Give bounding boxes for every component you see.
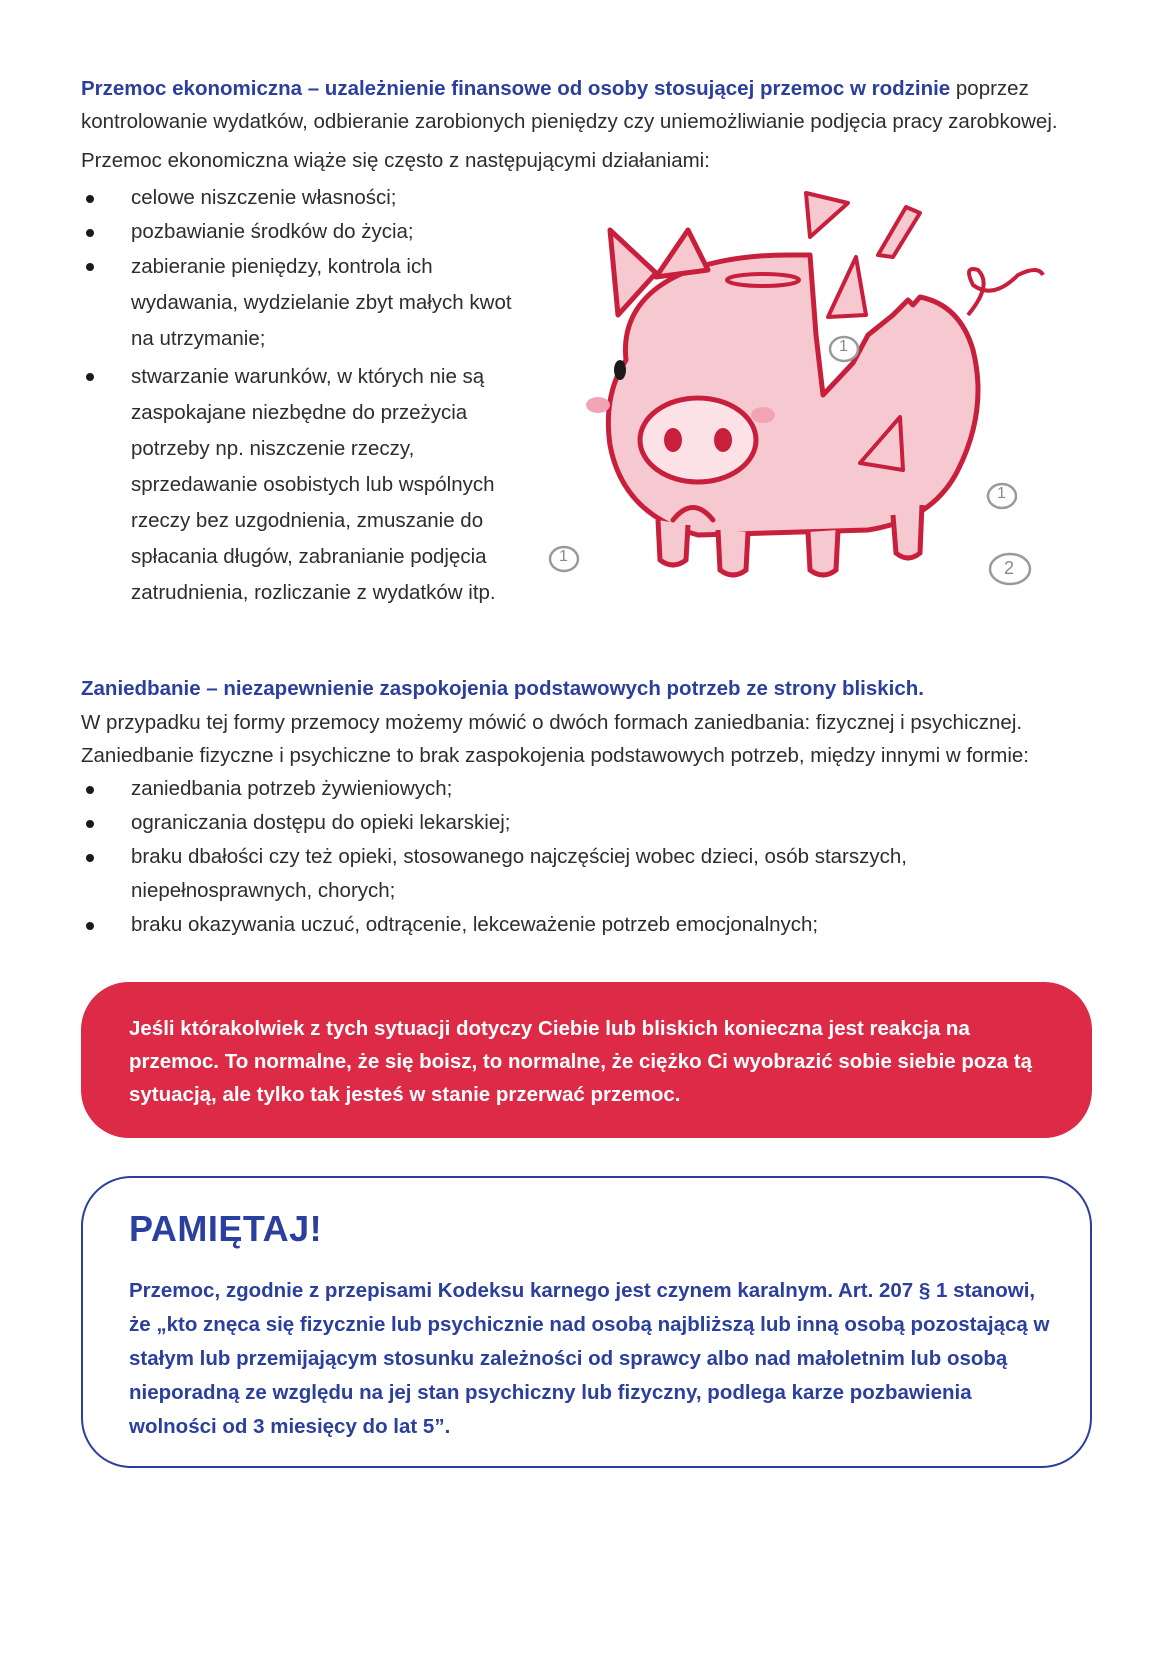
coin-icon (986, 482, 1018, 510)
list-item: zaniedbania potrzeb żywieniowych; (81, 772, 981, 806)
economic-violence-heading: Przemoc ekonomiczna – uzależnienie finansowe od osoby stosującej przemoc w rodzinie (81, 77, 951, 100)
list-item: pozbawianie środków do życia; (81, 215, 521, 249)
economic-violence-intro (81, 72, 1101, 138)
remember-box (81, 1176, 1092, 1468)
list-item: zabieranie pieniędzy, kontrola ich wydawania, wydzielanie zbyt małych kwot na utrzymanie; (81, 249, 521, 357)
neglect-heading: Zaniedbanie – niezapewnienie zaspokojenia podstawowych potrzeb ze strony bliskich. (81, 677, 924, 700)
alert-text: Jeśli którakolwiek z tych sytuacji dotyczy Ciebie lub bliskich konieczna jest reakcja na przemoc. To normalne, że się boisz, to normalne, że ciężko Ci wyobrazić sobie siebie poza tą sytuacją, ale tylko tak jesteś w stanie przerwać przemoc. (129, 1017, 1032, 1106)
list-item: ograniczania dostępu do opieki lekarskiej; (81, 806, 981, 840)
piggy-bank-icon (548, 185, 1088, 615)
economic-violence-lead: Przemoc ekonomiczna wiąże się często z następującymi działaniami: (81, 149, 710, 172)
neglect-text: W przypadku tej formy przemocy możemy mówić o dwóch formach zaniedbania: fizycznej i psychicznej. Zaniedbanie fizyczne i psychiczne to brak zaspokojenia podstawowych potrzeb, między innymi w formie: (81, 711, 1030, 767)
coin-label: 1 (559, 548, 568, 565)
coin-label: 1 (839, 338, 848, 355)
broken-piggy-bank-illustration (548, 185, 1088, 615)
list-item: celowe niszczenie własności; (81, 181, 521, 215)
coin-icon (828, 335, 860, 363)
alert-box (81, 982, 1092, 1138)
coin-icon (988, 552, 1032, 586)
list-item: braku dbałości czy też opieki, stosowanego najczęściej wobec dzieci, osób starszych, niepełnosprawnych, chorych; (81, 840, 981, 908)
list-item: stwarzanie warunków, w których nie są zaspokajane niezbędne do przeżycia potrzeby np. niszczenie rzeczy, sprzedawanie osobistych lub wspólnych rzeczy bez uzgodnienia, zmuszanie do spłacania długów, zabranianie podjęcia zatrudnienia, rozliczanie z wydatków itp. (81, 359, 521, 611)
list-item: braku okazywania uczuć, odtrącenie, lekceważenie potrzeb emocjonalnych; (81, 908, 981, 942)
coin-label: 1 (997, 485, 1006, 502)
remember-text: Przemoc, zgodnie z przepisami Kodeksu karnego jest czynem karalnym. Art. 207 § 1 stanowi, że „kto znęca się fizycznie lub psychicznie nad osobą najbliższą lub inną osobą pozostającą w stałym lub przemijającym stosunku zależności od sprawcy albo nad małoletnim lub osobą nieporadną ze względu na jej stan psychiczny lub fizyczny, podlega karze pozbawienia wolności od 3 miesięcy do lat 5”. (129, 1279, 1050, 1438)
economic-violence-intro-text: poprzez kontrolowanie wydatków, odbieranie zarobionych pieniędzy czy uniemożliwianie podjęcia pracy zarobkowej. (81, 77, 1058, 133)
economic-violence-list (81, 181, 521, 611)
coin-label: 2 (1004, 558, 1015, 578)
coin-icon (548, 545, 580, 573)
remember-title: PAMIĘTAJ! (129, 1208, 323, 1249)
neglect-list (81, 772, 981, 942)
